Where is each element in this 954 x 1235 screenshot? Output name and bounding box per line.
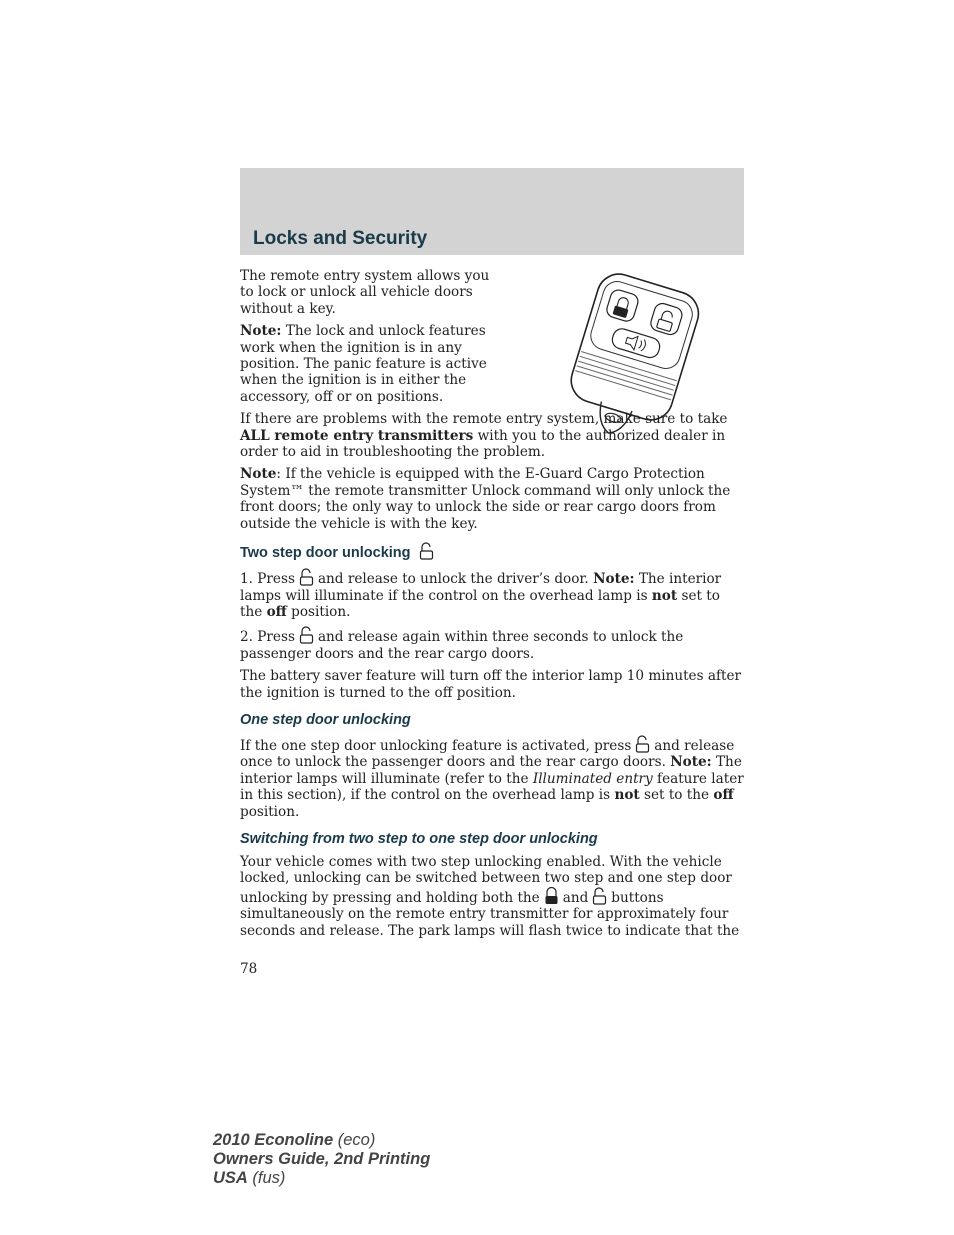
paragraph-text: 2. Press [240, 629, 295, 646]
note-paragraph-eguard [240, 466, 744, 532]
footer-line-model [213, 1131, 430, 1150]
unlock-icon [591, 887, 608, 905]
note-text: : If the vehicle is equipped with the E-Guard Cargo Protection System™ the remote transmitter Unlock command will only unlock the front doors; the only way to unlock the side or rear cargo doors from outside the vehicle is with the key. [240, 466, 731, 532]
heading-switching: Switching from two step to one step door unlocking [240, 830, 598, 847]
unlock-icon [298, 568, 315, 586]
switching-paragraph [240, 854, 744, 939]
footer-line-guide: Owners Guide, 2nd Printing [213, 1150, 431, 1168]
note-label: Note: [593, 571, 635, 588]
paragraph-text: If there are problems with the remote entry system, make sure to take [240, 411, 728, 428]
paragraph-text: feature later in this section), if the control on the overhead lamp is [240, 770, 744, 804]
paragraph-text: The interior lamps will illuminate if the control on the overhead lamp is [240, 571, 722, 604]
paragraph-text: with you to the authorized dealer in order to aid in troubleshooting the problem. [240, 427, 726, 461]
unlock-icon [418, 542, 435, 560]
paragraph-text: The interior lamps will illuminate (refer to the [240, 754, 742, 787]
note-label: Note [240, 466, 277, 483]
paragraph-text: and release again within three seconds to unlock the passenger doors and the rear cargo doors. [240, 629, 684, 662]
paragraph-text: position. [286, 603, 351, 620]
note-paragraph-ignition [240, 323, 496, 405]
heading-two-step [240, 542, 744, 562]
section-title: Locks and Security [253, 228, 428, 249]
step-1-paragraph [240, 568, 744, 620]
footer-text: (eco) [333, 1131, 376, 1149]
battery-saver-paragraph: The battery saver feature will turn off the interior lamp 10 minutes after the ignition is turned to the off position. [240, 668, 742, 701]
footer-text: USA [213, 1169, 248, 1187]
emphasis-text: ALL remote entry transmitters [240, 427, 474, 444]
emphasis-text: off [266, 603, 287, 620]
document-footer [213, 1131, 430, 1188]
note-text: The lock and unlock features work when the ignition is in any position. The panic feature is active when the ignition is in either the accessory, off or on positions. [240, 323, 487, 405]
paragraph-text: position. [240, 803, 300, 820]
section-header-band [240, 168, 744, 255]
paragraph-text: and release once to unlock the passenger doors and the rear cargo doors. [240, 737, 735, 771]
footer-text: (fus) [247, 1169, 286, 1187]
footer-text: 2010 Econoline [213, 1131, 334, 1149]
step-2-paragraph [240, 626, 744, 662]
paragraph-text: and [562, 889, 589, 906]
unlock-icon [298, 626, 315, 644]
paragraph-text: Your vehicle comes with two step unlocking enabled. With the vehicle locked, unlocking can be switched between two step and one step door unlocking by pressing and holding both the [240, 853, 732, 906]
page-number: 78 [240, 961, 258, 977]
emphasis-text: off [713, 787, 734, 804]
emphasis-text: not [614, 787, 640, 804]
paragraph-text: If the one step door unlocking feature is activated, press [240, 737, 632, 754]
italic-reference: Illuminated entry [532, 770, 653, 787]
footer-line-market [213, 1169, 430, 1188]
note-label: Note: [670, 754, 712, 771]
heading-text: Two step door unlocking [240, 545, 411, 562]
note-label: Note: [240, 323, 282, 340]
paragraph-text: and release to unlock the driver’s door. [317, 571, 594, 588]
heading-one-step: One step door unlocking [240, 711, 411, 728]
unlock-icon [634, 735, 651, 753]
transmitters-paragraph [240, 411, 744, 460]
lock-icon [543, 887, 560, 905]
paragraph-text: set to the [240, 587, 720, 620]
one-step-paragraph [240, 735, 744, 820]
paragraph-text: buttons simultaneously on the remote entry transmitter for approximately four seconds and release. The park lamps will flash twice to indicate that the [240, 889, 740, 939]
paragraph-text: 1. Press [240, 571, 295, 588]
paragraph-text: set to the [639, 787, 714, 804]
emphasis-text: not [651, 587, 678, 604]
intro-paragraph: The remote entry system allows you to lock or unlock all vehicle doors without a key. [240, 268, 490, 317]
